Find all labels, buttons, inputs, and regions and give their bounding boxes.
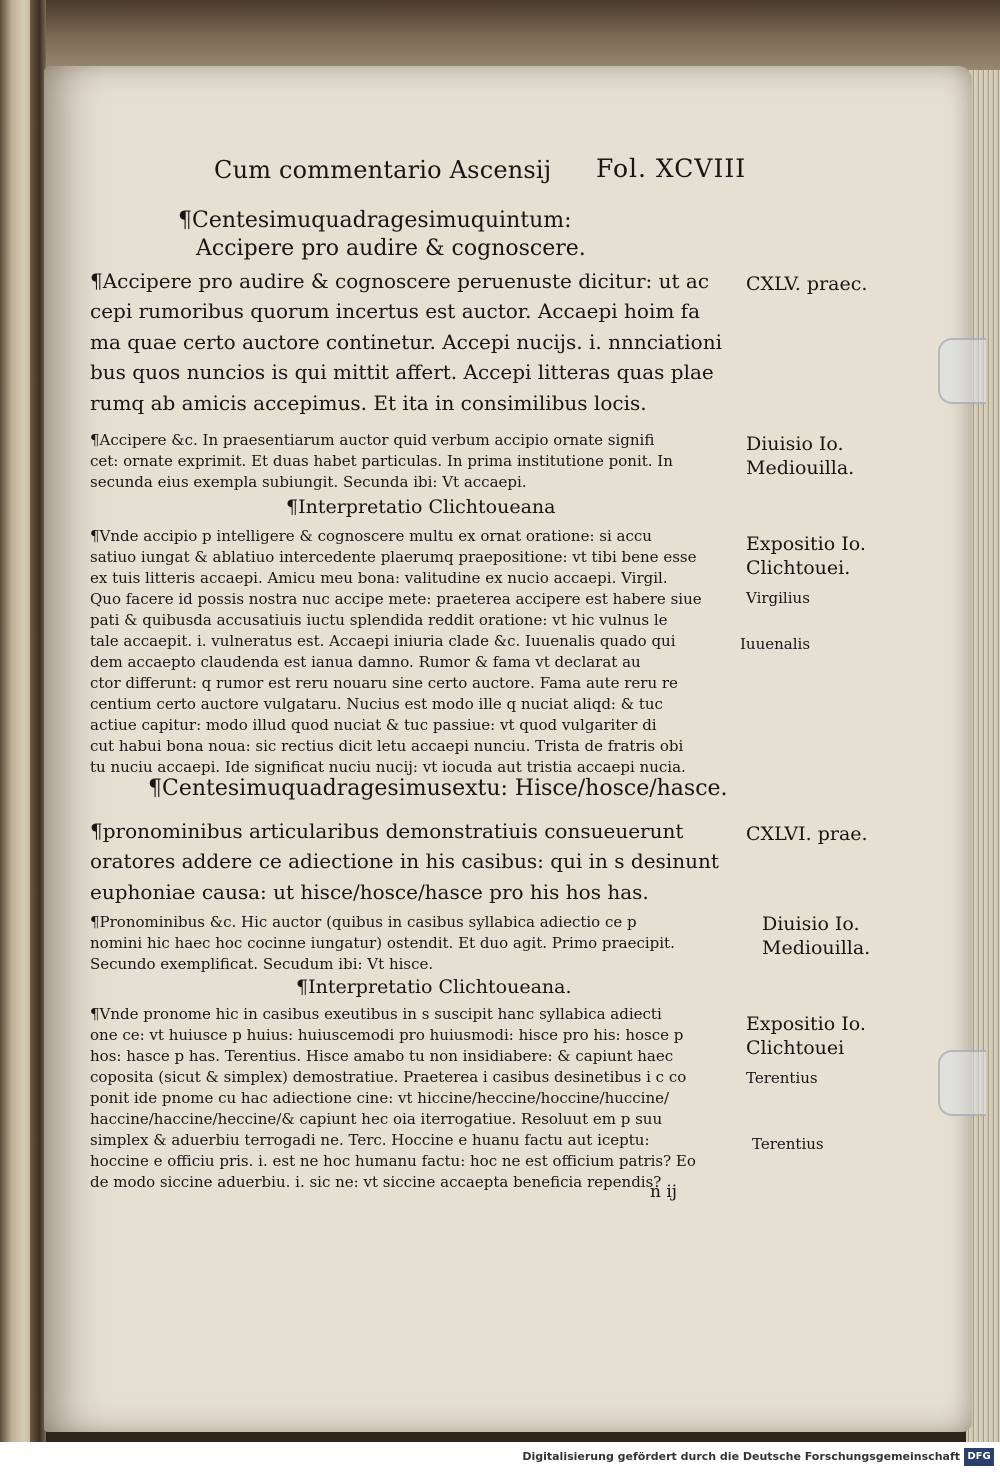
signature-mark: n ij — [650, 1182, 678, 1202]
margin-note-line: Mediouilla. — [762, 937, 871, 959]
footer-bar — [0, 1442, 1000, 1472]
rule-line: euphoniae causa: ut hisce/hosce/hasce pro his hos has. — [90, 879, 649, 904]
commentary-line: ctor differunt: q rumor est reru nouaru sine certo auctore. Fama aute reru re — [90, 674, 678, 692]
interpretation-heading: ¶Interpretatio Clichtoueana — [286, 496, 556, 518]
pilcrow-icon: ¶ — [148, 776, 162, 801]
commentary-line: ex tuis litteris accaepi. Amicu meu bona: valitudine ex nucio accaepi. Virgil. — [90, 569, 668, 587]
margin-note-line: Clichtouei. — [746, 557, 851, 579]
pilcrow-icon: ¶ — [286, 496, 299, 518]
interpretation-heading: ¶Interpretatio Clichtoueana. — [296, 976, 572, 998]
rule-line: ¶pronominibus articularibus demonstratiuis consueuerunt — [90, 819, 684, 843]
margin-note-line: Diuisio Io. — [746, 433, 844, 455]
commentary-line: hoccine e officiu pris. i. est ne hoc humanu factu: hoc ne est officium patris? Eo — [90, 1152, 696, 1170]
pilcrow-icon: ¶ — [90, 269, 103, 293]
pilcrow-icon: ¶ — [90, 431, 100, 449]
commentary-line: Quo facere id possis nostra nuc accipe mete: praeterea accipere est habere siue — [90, 590, 702, 608]
margin-note-expositio — [746, 532, 866, 580]
page-clip-bottom — [938, 1050, 986, 1116]
rule-line: ¶Accipere pro audire & cognoscere peruenuste dicitur: ut ac — [90, 269, 710, 293]
dfg-logo-icon: DFG — [964, 1448, 994, 1466]
pilcrow-icon: ¶ — [90, 527, 100, 545]
commentary-line: Secundo exemplificat. Secudum ibi: Vt hisce. — [90, 955, 434, 973]
margin-note-rule: CXLVI. prae. — [746, 823, 868, 845]
section-heading-sub: Accipere pro audire & cognoscere. — [196, 236, 586, 261]
commentary-line: haccine/haccine/heccine/& capiunt hec oia iterrogatiue. Resoluut em p suu — [90, 1110, 663, 1128]
running-header-title: Cum commentario Ascensij — [214, 156, 552, 184]
pilcrow-icon: ¶ — [90, 1005, 100, 1023]
margin-note-expositio — [746, 1012, 866, 1060]
rule-line: cepi rumoribus quorum incertus est auctor. Accaepi hoim fa — [90, 299, 700, 324]
footer-credit: Digitalisierung gefördert durch die Deutsche Forschungsgemeinschaft — [522, 1450, 960, 1463]
margin-note-division — [762, 912, 870, 960]
margin-note-line: Expositio Io. — [746, 533, 866, 555]
commentary-line: nomini hic haec hoc cocinne iungatur) ostendit. Et duo agit. Primo praecipit. — [90, 934, 675, 952]
pilcrow-icon: ¶ — [296, 976, 309, 998]
commentary-line: tale accaepit. i. vulneratus est. Accaepi iniuria clade &c. Iuuenalis quado qui — [90, 632, 676, 650]
commentary-line: hos: hasce p has. Terentius. Hisce amabo tu non insidiabere: & capiunt haec — [90, 1047, 674, 1065]
margin-note-line: Diuisio Io. — [762, 913, 860, 935]
commentary-line: tu nuciu accaepi. Ide significat nuciu nucij: vt iocuda aut tristia accaepi nucia. — [90, 758, 686, 776]
commentary-line: coposita (sicut & simplex) demostratiue. Praeterea i casibus desinetibus i c co — [90, 1068, 687, 1086]
commentary-line: ¶Vnde pronome hic in casibus exeutibus in s suscipit hanc syllabica adiecti — [90, 1005, 662, 1023]
commentary-line: simplex & aduerbiu terrogadi ne. Terc. Hoccine e huanu factu aut iceptu: — [90, 1131, 650, 1149]
commentary-line: actiue capitur: modo illud quod nuciat & tuc passiue: vt quod vulgariter di — [90, 716, 657, 734]
pilcrow-icon: ¶ — [90, 913, 100, 931]
rule-text — [90, 816, 719, 907]
commentary-line: ¶Accipere &c. In praesentiarum auctor quid verbum accipio ornate signifi — [90, 431, 655, 449]
section-heading: ¶Centesimuquadragesimusextu: Hisce/hosce/hasce. — [148, 776, 728, 801]
margin-note-virgilius: Virgilius — [746, 589, 810, 607]
commentary-line: secunda eius exempla subiungit. Secunda ibi: Vt accaepi. — [90, 473, 527, 491]
rule-line: bus quos nuncios is qui mittit affert. Accepi litteras quas plae — [90, 360, 714, 385]
margin-note-division — [746, 432, 854, 480]
rule-line: ma quae certo auctore continetur. Accepi nucijs. i. nnnciationi — [90, 329, 722, 354]
rule-line: rumq ab amicis accepimus. Et ita in consimilibus locis. — [90, 390, 647, 415]
margin-note-iuuenalis: Iuuenalis — [740, 635, 811, 653]
commentary-line: centium certo auctore vulgataru. Nucius est modo ille q nuciat aliqd: & tuc — [90, 695, 663, 713]
division-commentary — [90, 430, 673, 493]
margin-note-rule: CXLV. praec. — [746, 273, 868, 295]
margin-note-line: Clichtouei — [746, 1037, 845, 1059]
rule-line: oratores addere ce adiectione in his casibus: qui in s desinunt — [90, 849, 719, 874]
interpretation-text — [90, 1004, 696, 1193]
pilcrow-icon: ¶ — [90, 819, 103, 843]
page-clip-top — [938, 338, 986, 404]
division-commentary — [90, 912, 675, 975]
margin-note-terentius: Terentius — [752, 1135, 824, 1153]
commentary-line: cut habui bona noua: sic rectius dicit letu accaepi nunciu. Trista de fratris obi — [90, 737, 684, 755]
commentary-line: ¶Vnde accipio p intelligere & cognoscere multu ex ornat oratione: si accu — [90, 527, 652, 545]
margin-note-line: Mediouilla. — [746, 457, 855, 479]
commentary-line: pati & quibusda accusatiuis iuctu splendida reddit oratione: vt hic vulnus le — [90, 611, 668, 629]
commentary-line: dem accaepto claudenda est ianua damno. Rumor & fama vt declarat au — [90, 653, 641, 671]
commentary-line: ¶Pronominibus &c. Hic auctor (quibus in casibus syllabica adiectio ce p — [90, 913, 637, 931]
rule-text — [90, 266, 722, 418]
commentary-line: cet: ornate exprimit. Et duas habet particulas. In prima institutione ponit. In — [90, 452, 673, 470]
margin-note-line: Expositio Io. — [746, 1013, 866, 1035]
margin-note-terentius: Terentius — [746, 1069, 818, 1087]
commentary-line: ponit ide pnome cu hac adiectione cine: vt hiccine/heccine/hoccine/huccine/ — [90, 1089, 670, 1107]
interpretation-text — [90, 526, 702, 778]
commentary-line: de modo siccine aduerbiu. i. sic ne: vt siccine accaepta beneficia rependis? — [90, 1173, 662, 1191]
commentary-line: satiuo iungat & ablatiuo intercedente plaerumq praepositione: vt tibi bene esse — [90, 548, 697, 566]
pilcrow-icon: ¶ — [178, 208, 192, 233]
folio-number: Fol. XCVIII — [596, 154, 747, 183]
commentary-line: one ce: vt huiusce p huius: huiuscemodi pro huiusmodi: hisce pro his: hosce p — [90, 1026, 684, 1044]
section-heading: ¶Centesimuquadragesimuquintum: — [178, 208, 572, 233]
